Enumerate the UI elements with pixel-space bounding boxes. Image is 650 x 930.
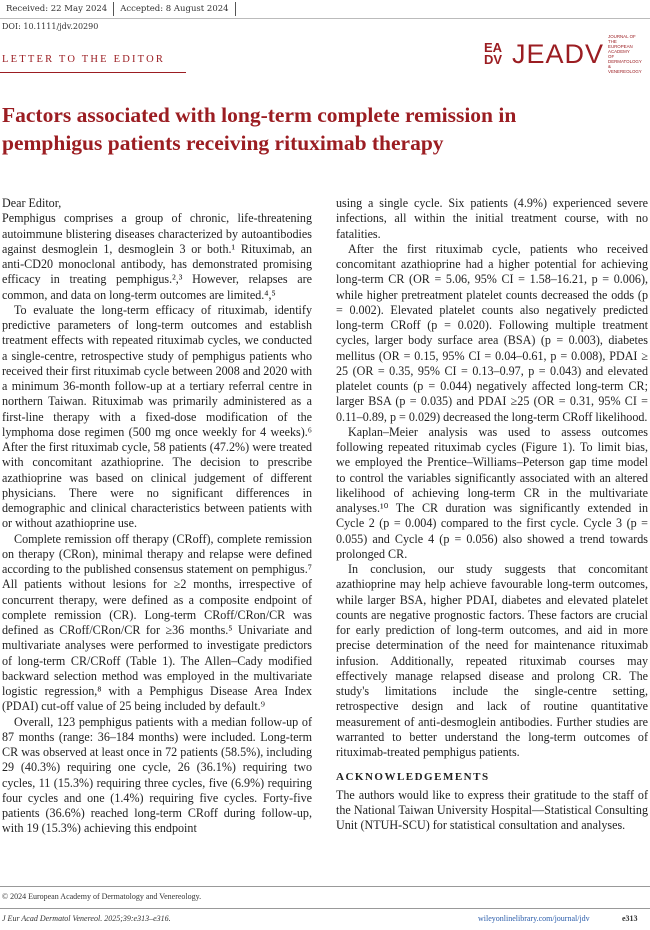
copyright: © 2024 European Academy of Dermatology and Venereology. [2, 892, 202, 901]
left-paragraph: Overall, 123 pemphigus patients with a median follow-up of 87 months (range: 36–184 months) were included. Long-term CR was observed at least once in 72 patients (58.5%), including 29 (40.3%) requiring one cycle, 26 (36.1%) requiring two cycles, 11 (15.3%) requiring three cycles, five (6.9%) requiring four cycles and one (1.4%) requiring five cycles. Forty-five patients (36.6%) reached long-term CRoff during follow-up, with 19 (15.3%) achieving this endpoint [2, 714, 312, 836]
doi[interactable]: DOI: 10.1111/jdv.20290 [2, 22, 99, 31]
eadv-mark-icon [484, 42, 506, 66]
article-title: Factors associated with long-term complete remission in pemphigus patients receiving rituximab therapy [2, 103, 517, 155]
logo-subtitle: JOURNAL OF THE EUROPEAN ACADEMY OF DERMATOLOGY & VENEREOLOGY [608, 34, 642, 74]
section-label: LETTER TO THE EDITOR [2, 54, 166, 65]
journal-logo [484, 34, 642, 74]
logo-mark-bottom: DV [484, 52, 503, 67]
page-number: e313 [622, 914, 638, 923]
right-paragraph: In conclusion, our study suggests that concomitant azathioprine may help achieve favourable long-term outcomes, while larger BSA, higher PDAI, diabetes and elevated platelet counts are negative prognostic factors. These factors are crucial for early prediction of long-term outcomes, and aid in more precise determination of the need for maintenance rituximab infusion. Additionally, repeated rituximab courses may effectively manage relapsed disease and prolong CR. The study's limitations include the single-centre setting, retrospective design and lack of routine quantitative measurement of anti-desmoglein antibodies. Further studies are warranted to better understand the long-term outcomes of rituximab-treated pemphigus patients. [336, 562, 648, 759]
received-date: Received: 22 May 2024 [6, 4, 108, 14]
footer-rule-top [0, 886, 650, 887]
right-paragraph: using a single cycle. Six patients (4.9%) experienced severe infections, all within the initial treatment course, with no fatalities. [336, 196, 648, 241]
right-paragraphs [336, 196, 648, 760]
left-paragraph: Complete remission off therapy (CRoff), complete remission on therapy (CRon), minimal therapy and relapse were defined according to the published consensus statement on pemphigus.⁷ All patients without lesions for ≥2 months, irrespective of concurrent therapy, were defined as a composite endpoint of complete remission (CR). Long-term CRoff/CRon/CR was defined as CRoff/CRon/CR for ≥36 months.⁵ Univariate and multivariate analyses were performed to investigate predictors of long-term CR/CRoff (Table 1). The Allen–Cady modified backward selection method was employed in the multivariate logistic regression,⁸ with a Pemphigus Disease Area Index (PDAI) cut-off value of 25 being included by default.⁹ [2, 531, 312, 714]
date-divider [235, 2, 236, 16]
logo-word: JEADV [512, 38, 605, 69]
section-rule [0, 72, 186, 73]
left-paragraph: Dear Editor, [2, 196, 62, 210]
journal-url[interactable]: wileyonlinelibrary.com/journal/jdv [478, 914, 590, 923]
left-paragraph: To evaluate the long-term efficacy of rituximab, identify predictive parameters of long-term outcomes and establish treatment effects with repeated rituximab cycles, we conducted a single-centre, retrospective study of pemphigus patients who received their first rituximab cycle between 2008 and 2020 with a minimum 36-month follow-up at a tertiary referral centre in northern Taiwan. Rituximab was primarily administered as a first-line therapy with a fixed-dose modification of the lymphoma dose regimen (500 mg once weekly for 4 weeks).⁶ After the first rituximab cycle, 58 patients (47.2%) were treated with concomitant azathioprine. The decision to prescribe azathioprine was based on clinical judgement of different physicians. There were no significant differences in demographic and clinical characteristics between patients with or without azathioprine use. [2, 302, 312, 531]
left-column [2, 196, 312, 837]
accepted-date: Accepted: 8 August 2024 [120, 4, 229, 14]
header-rule [0, 18, 650, 19]
acknowledgements-heading: ACKNOWLEDGEMENTS [336, 771, 490, 784]
logo-mark-top: EA [484, 40, 503, 55]
acknowledgements-text: The authors would like to express their gratitude to the staff of the National Taiwan University Hospital—Statistical Consulting Unit (NTUH-SCU) for statistical consultation and analyses. [336, 787, 648, 832]
left-paragraph: Pemphigus comprises a group of chronic, life-threatening autoimmune blistering diseases characterized by autoantibodies against desmoglein 1, desmoglein 3 or both.¹ Rituximab, an anti-CD20 monoclonal antibody, has demonstrated promising efficacy in treating pemphigus.²,³ However, relapses are common, and data on long-term outcomes are limited.⁴,⁵ [2, 211, 312, 302]
article-dates [0, 0, 236, 18]
right-paragraph: After the first rituximab cycle, patients who received concomitant azathioprine had a higher potential for achieving long-term CR (OR = 5.06, 95% CI = 1.58–16.21, p = 0.006), while higher pretreatment platelet counts decreased the odds (p = 0.002). Elevated platelet counts also negatively predicted long-term CRoff (p = 0.020). Following multiple treatment cycles, larger body surface area (BSA) (p = 0.003), diabetes mellitus (OR = 0.15, 95% CI = 0.04–0.61, p = 0.008), PDAI ≥ 25 (OR = 0.35, 95% CI = 0.13–0.97, p = 0.043) and elevated platelet counts (p = 0.044) negatively affected long-term CR; larger BSA (p = 0.035) and PDAI ≥25 (OR = 0.31, 95% CI = 0.11–0.89, p = 0.029) decreased the long-term CRoff likelihood. [336, 241, 648, 424]
right-column [336, 196, 648, 833]
footer-rule [0, 908, 650, 909]
journal-citation: J Eur Acad Dermatol Venereol. 2025;39:e313–e316. [2, 914, 171, 923]
right-paragraph: Kaplan–Meier analysis was used to assess outcomes following repeated rituximab cycles (Figure 1). To limit bias, we employed the Prentice–Williams–Peterson gap time model to control the variables significantly associated with an altered likelihood of achieving long-term CR in the multivariate analyses.¹⁰ The CR duration was significantly extended in Cycle 2 (p = 0.004) compared to the first cycle. Cycle 3 (p = 0.055) and Cycle 4 (p = 0.056) also showed a trend towards prolonged CR. [336, 424, 648, 561]
